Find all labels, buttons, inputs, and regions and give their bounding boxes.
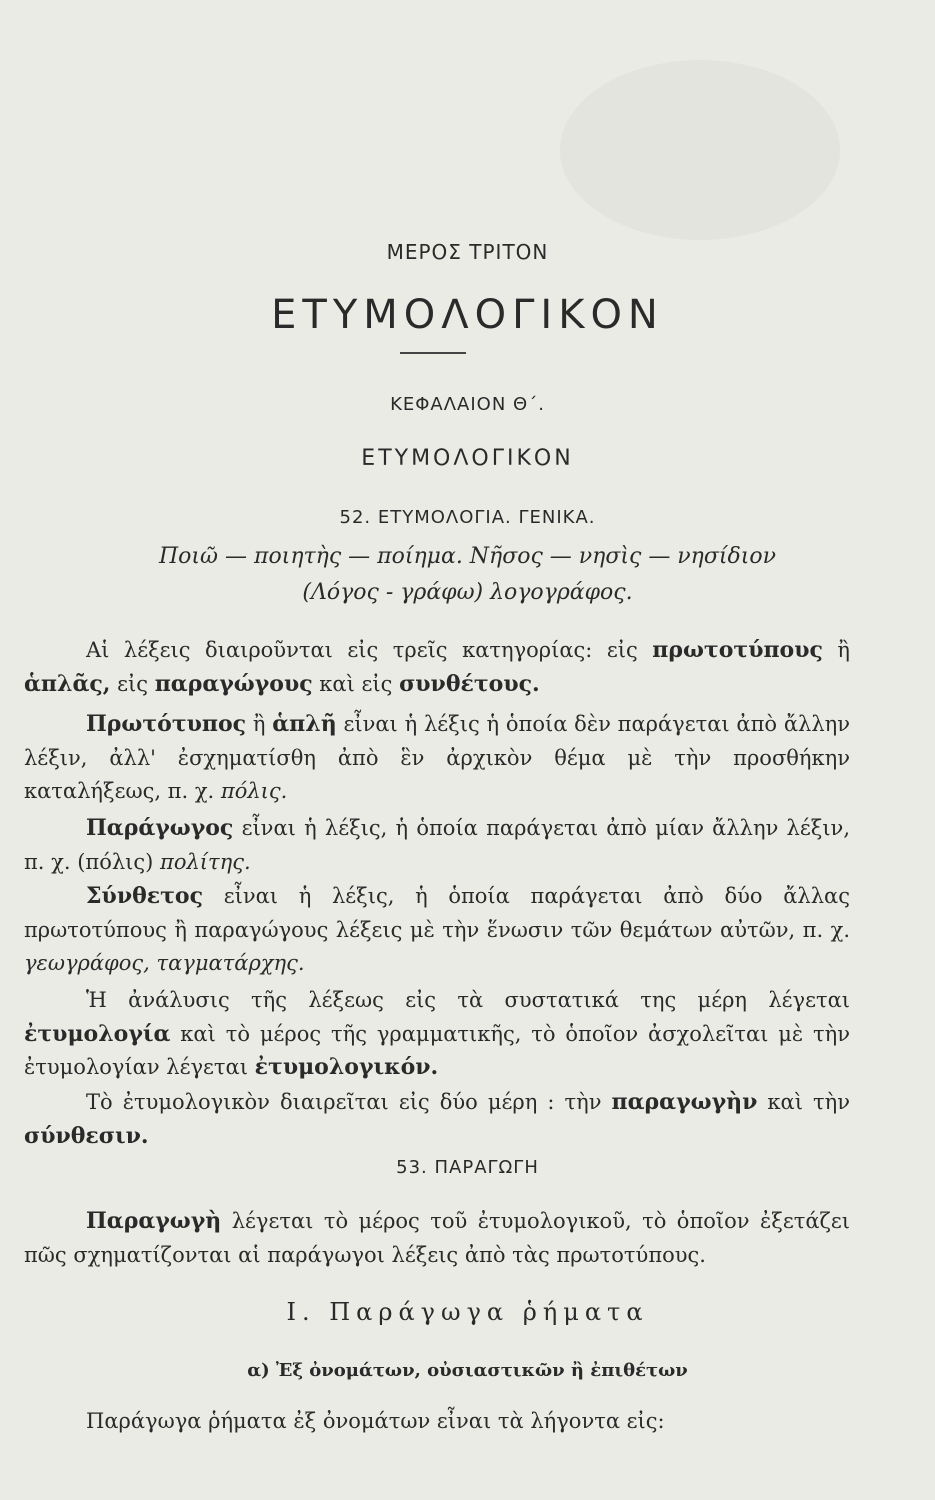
chapter-heading: ΚΕΦΑΛΑΙΟΝ Θ΄. <box>390 394 545 415</box>
paragraph-derivative: Παράγωγος εἶναι ἡ λέξις, ἡ ὁποία παράγεται ἀπὸ μίαν ἄλλην λέξιν, π. χ. (πόλις) πολίτης. <box>24 815 850 874</box>
page-stain <box>560 60 840 240</box>
paragraph-division: Τὸ ἐτυμολογικὸν διαιρεῖται εἰς δύο μέρη : τὴν παραγωγὴν καὶ τὴν σύνθεσιν. <box>24 1089 850 1149</box>
chapter-title: ΕΤΥΜΟΛΟΓΙΚΟΝ <box>361 446 574 471</box>
example-line-1: Ποιῶ — ποιητὴς — ποίημα. Νῆσος — νησὶς — νησίδιον <box>159 544 776 569</box>
paragraph-primary: Πρωτότυπος ἢ ἁπλῆ εἶναι ἡ λέξις ἡ ὁποία δὲν παράγεται ἀπὸ ἄλλην λέξιν, ἀλλ' ἐσχηματίσθη ἀπὸ ἓν ἀρχικὸν θέμα μὲ τὴν προσθήκην καταλήξεως, π. χ. πόλις. <box>24 711 850 804</box>
paragraph-derivative-verbs: Παράγωγα ῥήματα ἐξ ὀνομάτων εἶναι τὰ λήγοντα εἰς: <box>86 1409 665 1433</box>
subheading-from-nouns: α) Ἐξ ὀνομάτων, οὐσιαστικῶν ἢ ἐπιθέτων <box>247 1360 688 1381</box>
example-line-2: (Λόγος - γράφω) λογογράφος. <box>302 580 633 605</box>
title-divider <box>400 352 466 354</box>
paragraph-etymology: Ἡ ἀνάλυσις τῆς λέξεως εἰς τὰ συστατικά της μέρη λέγεται ἐτυμολογία καὶ τὸ μέρος τῆς γραμματικῆς, τὸ ὁποῖον ἀσχολεῖται μὲ τὴν ἐτυμολογίαν λέγεται ἐτυμολογικόν. <box>24 988 850 1081</box>
section-heading: 52. ΕΤΥΜΟΛΟΓΙΑ. ΓΕΝΙΚΑ. <box>339 507 596 528</box>
main-title: ΕΤΥΜΟΛΟΓΙΚΟΝ <box>271 292 664 338</box>
paragraph-categories: Αἱ λέξεις διαιροῦνται εἰς τρεῖς κατηγορίας: εἰς πρωτοτύπους ἢ ἁπλᾶς, εἰς παραγώγους καὶ εἰς συνθέτους. <box>24 637 850 697</box>
paragraph-derivation: Παραγωγὴ λέγεται τὸ μέρος τοῦ ἐτυμολογικοῦ, τὸ ὁποῖον ἐξετάζει πῶς σχηματίζονται αἱ παράγωγοι λέξεις ἀπὸ τὰς πρωτοτύπους. <box>24 1208 850 1267</box>
subheading-derivative-verbs: Ι. Παράγωγα ῥήματα <box>286 1298 649 1326</box>
section-heading-derivation: 53. ΠΑΡΑΓΩΓΗ <box>396 1157 539 1178</box>
part-heading: ΜΕΡΟΣ ΤΡΙΤΟΝ <box>386 240 549 264</box>
paragraph-compound: Σύνθετος εἶναι ἡ λέξις, ἡ ὁποία παράγεται ἀπὸ δύο ἄλλας πρωτοτύπους ἢ παραγώγους λέξεις μὲ τὴν ἕνωσιν τῶν θεμάτων αὐτῶν, π. χ. γεωγράφος, ταγματάρχης. <box>24 883 850 976</box>
